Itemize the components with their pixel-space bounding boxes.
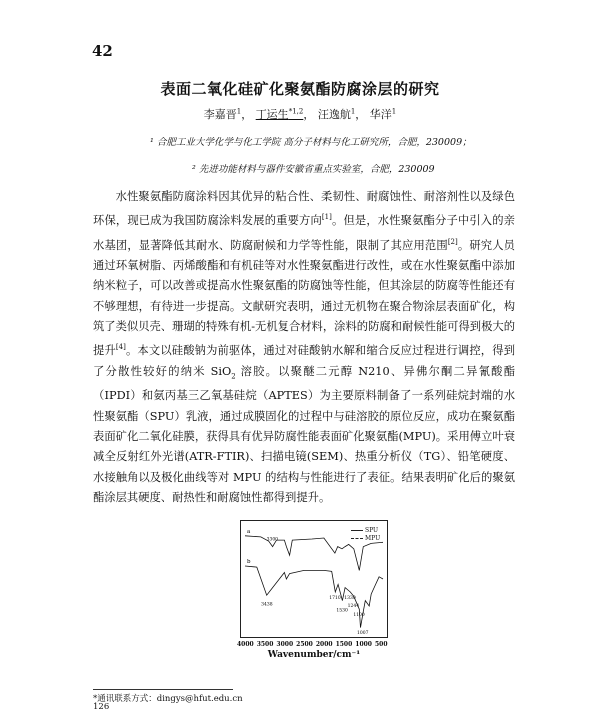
- author-2: 丁运生$^{*1,2}$: [255, 107, 304, 121]
- ftir-figure: [225, 520, 395, 670]
- peak-label: 1530: [336, 608, 348, 614]
- page-number: 42: [92, 42, 113, 60]
- x-tick-label: 2500: [296, 641, 313, 648]
- author-3: 汪逸航$^1$: [317, 107, 356, 121]
- peak-label: 1244: [347, 604, 360, 610]
- x-tick-label: 3500: [256, 641, 274, 648]
- body-paragraph: 水性聚氨酯防腐涂料因其优异的粘合性、柔韧性、耐腐蚀性、耐溶剂性以及绿色环保，现已成为我国防腐涂料发展的重要方向[1]。但是，水性聚氨酯分子中引入的亲水基团，显著降低其耐水、防腐耐候和力学等性能，限制了其应用范围[2]。研究人员通过环氧树脂、丙烯酸酯和有机硅等对水性聚氨酯进行改性，或在水性聚氨酯中添加纳米粒子，可以改善或提高水性聚氨酯的防腐蚀等性能，但其涂层的防腐等性能还有不够理想，有待进一步提高。文献研究表明，通过无机物在聚合物涂层表面矿化，构筑了类似贝壳、珊瑚的特殊有机-无机复合材料，涂料的防腐和耐候性能可得到极大的提升[4]。本文以硅酸钠为前驱体，通过对硅酸钠水解和缩合反应过程进行调控，得到了分散性较好的纳米 SiO$_2$ 溶胶。以聚醚二元醇 N210、异佛尔酮二异氰酸酯（IPDI）和氨丙基三乙氧基硅烷（APTES）为主要原料制备了一系列硅烷封端的水性聚氨酯（SPU）乳液，通过成膜固化的过程中与硅溶胶的原位反应，成功在聚氨酯表面矿化二氧化硅膜，获得具有优异防腐性能表面矿化聚氨酯(MPU)。采用傅立叶衰减全反射红外光谱(ATR-FTIR)、扫描电镜(SEM)、热重分析仪（TG）、铅笔硬度、水接触角以及极化曲线等对 MPU 的结构与性能进行了表征。结果表明矿化后的聚氨酯涂层其硬度、耐热性和耐腐蚀性都得到提升。: [93, 190, 515, 505]
- author-4: 华洋$^1$: [369, 107, 397, 121]
- x-tick-label: 4000: [237, 641, 254, 648]
- peak-label: 1007: [357, 631, 369, 636]
- peak-label: 1100: [353, 613, 365, 619]
- peak-label: 1710: [329, 595, 341, 601]
- plot-frame: [240, 520, 388, 638]
- body-text: [93, 187, 515, 509]
- peak-label: 1330: [344, 595, 356, 601]
- legend-mpu: MPU: [351, 535, 380, 543]
- curve-label-b: b: [247, 559, 251, 566]
- x-tick-label: 1000: [355, 641, 372, 648]
- chart-legend: [351, 527, 380, 543]
- affiliation-1: ¹ 合肥工业大学化学与化工学院 高分子材料与化工研究所，合肥，230009；: [150, 137, 472, 148]
- x-tick-label: 500: [375, 641, 388, 648]
- peak-label: 3438: [261, 602, 273, 608]
- series-mpu-line: [245, 566, 383, 628]
- x-tick-label: 3000: [276, 641, 294, 648]
- x-axis-title: Wavenumber/cm⁻¹: [267, 650, 361, 660]
- legend-spu: SPU: [351, 527, 380, 535]
- peak-label: 3300: [266, 537, 279, 543]
- footnote-rule: [93, 689, 233, 690]
- paper-title: 表面二氧化硅矿化聚氨酯防腐涂层的研究: [160, 80, 440, 98]
- author-line: 李嘉晋$^1$， 丁运生$^{*1,2}$， 汪逸航$^1$， 华洋$^1$: [203, 107, 397, 121]
- x-tick-label: 1500: [335, 641, 353, 648]
- curve-label-a: a: [247, 528, 251, 535]
- author-1: 李嘉晋$^1$: [203, 107, 242, 121]
- affiliation-2: ² 先进功能材料与器件安徽省重点实验室，合肥，230009: [192, 164, 435, 175]
- bottom-page-number: 126: [93, 702, 110, 712]
- footnote: *通讯联系方式：dingys@hfut.edu.cn: [93, 694, 243, 704]
- x-tick-label: 2000: [315, 641, 333, 648]
